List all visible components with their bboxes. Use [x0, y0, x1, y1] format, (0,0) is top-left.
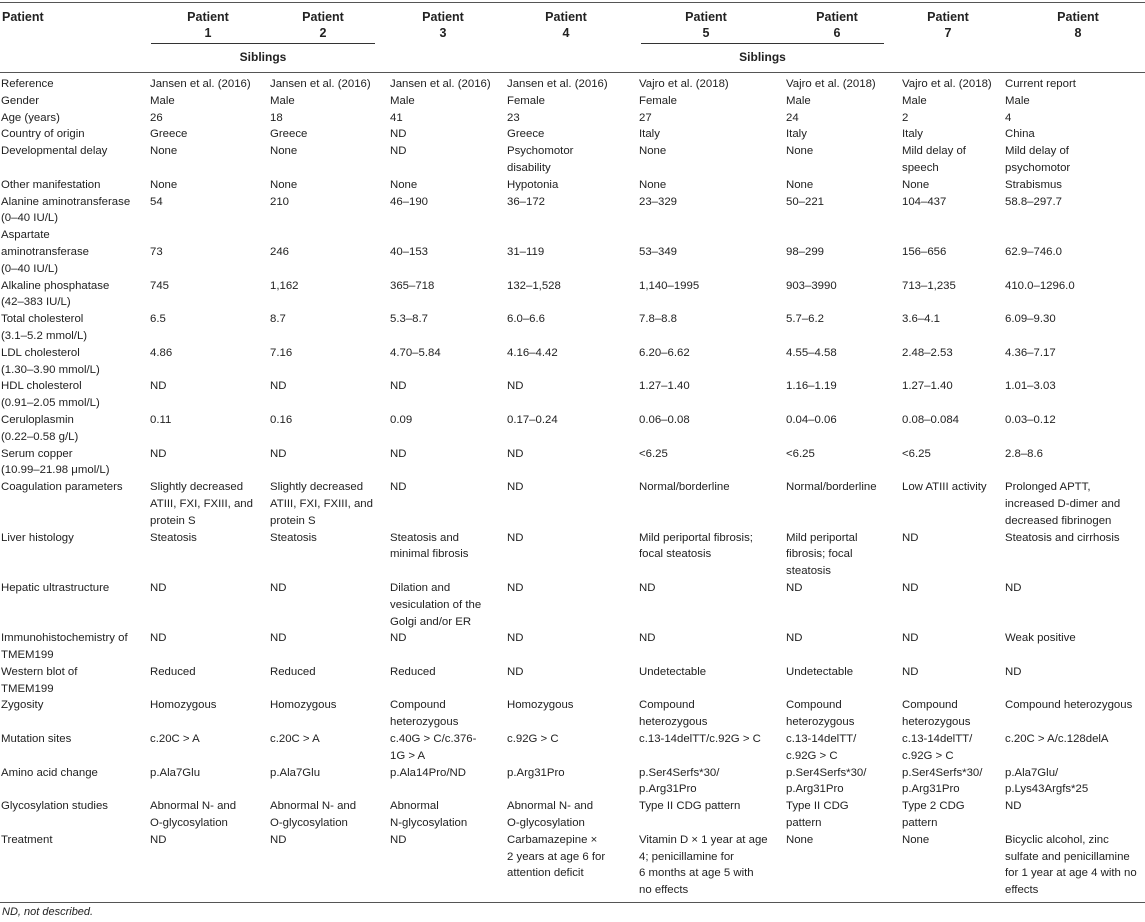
- table-cell: 5.3–8.7: [390, 313, 429, 326]
- table-cell: 246: [270, 245, 290, 258]
- table-cell: 0.09: [390, 413, 413, 426]
- table-cell: Male: [902, 94, 927, 107]
- table-cell: 2.48–2.53: [902, 346, 953, 359]
- table-cell: 6.09–9.30: [1005, 313, 1056, 326]
- row-label: Coagulation parameters: [1, 481, 123, 494]
- table-cell: Low ATIII activity: [902, 481, 987, 494]
- table-cell: Vitamin D × 1 year at age 4; penicillamine for 6 months at age 5 with no effects: [639, 833, 768, 897]
- table-cell: 745: [150, 279, 170, 292]
- table-cell: ND: [390, 833, 407, 846]
- row-label: Western blot of TMEM199: [1, 665, 78, 695]
- table-cell: Female: [639, 94, 677, 107]
- table-cell: 50–221: [786, 195, 825, 208]
- table-cell: Abnormal N-glycosylation: [390, 800, 468, 830]
- table-cell: ND: [507, 481, 524, 494]
- table-cell: Undetectable: [639, 665, 707, 678]
- table-cell: Steatosis: [150, 531, 197, 544]
- table-cell: 6.5: [150, 313, 166, 326]
- table-cell: 0.16: [270, 413, 293, 426]
- table-cell: 62.9–746.0: [1005, 245, 1063, 258]
- header-patient: Patient: [2, 10, 44, 24]
- row-label: Liver histology: [1, 531, 74, 544]
- table-cell: 5.7–6.2: [786, 313, 825, 326]
- row-label: Alkaline phosphatase (42–383 IU/L): [1, 279, 110, 309]
- table-cell: ND: [507, 665, 524, 678]
- header-patient-1: Patient 1: [187, 10, 229, 40]
- table-cell: 41: [390, 111, 403, 124]
- table-cell: Abnormal N- and O-glycosylation: [270, 800, 357, 830]
- row-label: Serum copper (10.99–21.98 μmol/L): [1, 447, 110, 477]
- table-cell: None: [270, 145, 298, 158]
- table-cell: 73: [150, 245, 163, 258]
- table-cell: Italy: [902, 128, 923, 141]
- table-cell: 4.36–7.17: [1005, 346, 1056, 359]
- table-row: [0, 446, 1145, 480]
- table-cell: Compound heterozygous: [639, 699, 708, 729]
- table-cell: 1.16–1.19: [786, 380, 837, 393]
- table-cell: ND: [507, 380, 524, 393]
- row-label: Amino acid change: [1, 766, 98, 779]
- table-cell: Normal/borderline: [786, 481, 877, 494]
- table-cell: 7.16: [270, 346, 293, 359]
- table-cell: p.Ala7Glu: [270, 766, 321, 779]
- header-patient-8: Patient 8: [1057, 10, 1099, 40]
- row-label: Ceruloplasmin (0.22–0.58 g/L): [1, 413, 79, 443]
- table-cell: 4: [1005, 111, 1012, 124]
- row-label: HDL cholesterol (0.91–2.05 mmol/L): [1, 380, 100, 410]
- table-cell: Undetectable: [786, 665, 854, 678]
- patient-table: [0, 76, 1145, 899]
- table-cell: Italy: [786, 128, 807, 141]
- table-cell: Weak positive: [1005, 632, 1076, 645]
- table-cell: c.92G > C: [507, 733, 559, 746]
- table-row: [0, 345, 1145, 379]
- table-cell: Homozygous: [507, 699, 574, 712]
- table-cell: Vajro et al. (2018): [639, 78, 729, 90]
- table-cell: 132–1,528: [507, 279, 561, 292]
- table-row: [0, 110, 1145, 127]
- table-cell: None: [150, 145, 178, 158]
- table-cell: Female: [507, 94, 545, 107]
- siblings-group-2-label: Siblings: [739, 50, 786, 64]
- table-cell: 53–349: [639, 245, 678, 258]
- table-cell: Mild periportal fibrosis; focal steatosis: [786, 531, 858, 578]
- table-cell: ND: [390, 632, 407, 645]
- table-cell: <6.25: [786, 447, 815, 460]
- table-cell: ND: [390, 128, 407, 141]
- table-cell: c.40G > C/c.376- 1G > A: [390, 733, 477, 762]
- table-cell: 365–718: [390, 279, 435, 292]
- table-row: [0, 798, 1145, 832]
- table-cell: Prolonged APTT, increased D-dimer and decreased fibrinogen: [1005, 481, 1121, 527]
- table-cell: c.20C > A: [270, 733, 320, 746]
- table-cell: 713–1,235: [902, 279, 956, 292]
- table-cell: Slightly decreased ATIII, FXI, FXIII, and protein S: [270, 481, 373, 527]
- table-row: [0, 412, 1145, 446]
- table-cell: c.13-14delTT/c.92G > C: [639, 733, 761, 746]
- table-cell: p.Ala14Pro/ND: [390, 766, 466, 779]
- table-cell: Abnormal N- and O-glycosylation: [507, 800, 594, 830]
- table-cell: None: [639, 178, 667, 191]
- table-cell: Reduced: [150, 665, 196, 678]
- table-cell: <6.25: [902, 447, 931, 460]
- table-cell: Greece: [507, 128, 545, 141]
- table-cell: ND: [902, 665, 919, 678]
- table-cell: 1,140–1995: [639, 279, 700, 292]
- table-cell: 4.70–5.84: [390, 346, 441, 359]
- table-cell: Male: [270, 94, 295, 107]
- table-cell: 210: [270, 195, 290, 208]
- table-cell: Compound heterozygous: [390, 699, 459, 729]
- row-label: Developmental delay: [1, 145, 108, 158]
- header-patient-3: Patient 3: [422, 10, 464, 40]
- table-cell: Greece: [270, 128, 308, 141]
- table-cell: ND: [390, 447, 407, 460]
- table-cell: 6.0–6.6: [507, 313, 546, 326]
- table-cell: ND: [390, 481, 407, 494]
- row-label: Country of origin: [1, 128, 85, 141]
- table-cell: Compound heterozygous: [1005, 699, 1133, 712]
- table-cell: 46–190: [390, 195, 429, 208]
- table-cell: Slightly decreased ATIII, FXI, FXIII, and protein S: [150, 481, 253, 527]
- table-cell: 0.11: [150, 413, 172, 426]
- table-cell: 1.01–3.03: [1005, 380, 1056, 393]
- table-cell: c.13-14delTT/ c.92G > C: [786, 733, 857, 762]
- table-cell: 27: [639, 111, 652, 124]
- header-rule: [0, 72, 1145, 73]
- row-label: Aspartate aminotransferase (0–40 IU/L): [1, 229, 90, 275]
- table-cell: Jansen et al. (2016): [150, 78, 251, 90]
- table-cell: Male: [150, 94, 175, 107]
- table-cell: 1.27–1.40: [639, 380, 690, 393]
- table-cell: 156–656: [902, 245, 947, 258]
- table-cell: Strabismus: [1005, 178, 1062, 191]
- table-row: [0, 378, 1145, 412]
- table-cell: ND: [150, 581, 167, 594]
- table-row: [0, 630, 1145, 664]
- table-cell: ND: [270, 833, 287, 846]
- table-cell: Psychomotor disability: [507, 145, 574, 174]
- table-cell: 36–172: [507, 195, 546, 208]
- table-cell: ND: [507, 531, 524, 544]
- table-cell: Dilation and vesiculation of the Golgi and/or ER: [390, 581, 482, 628]
- table-row: [0, 143, 1145, 177]
- table-cell: 104–437: [902, 195, 947, 208]
- table-cell: 1,162: [270, 279, 299, 292]
- table-cell: China: [1005, 128, 1035, 141]
- table-cell: ND: [150, 632, 167, 645]
- row-label: Zygosity: [1, 699, 44, 712]
- table-row: [0, 664, 1145, 698]
- row-label: Mutation sites: [1, 733, 72, 746]
- table-cell: None: [390, 178, 418, 191]
- table-cell: 0.03–0.12: [1005, 413, 1056, 426]
- table-cell: None: [902, 833, 930, 846]
- table-cell: 23: [507, 111, 520, 124]
- table-cell: Current report: [1005, 78, 1076, 90]
- table-cell: Compound heterozygous: [786, 699, 855, 729]
- row-label: Treatment: [1, 833, 53, 846]
- footnote: ND, not described.: [2, 906, 94, 918]
- table-cell: Homozygous: [270, 699, 337, 712]
- table-cell: None: [150, 178, 178, 191]
- table-cell: Male: [786, 94, 811, 107]
- table-cell: Type II CDG pattern: [786, 800, 849, 830]
- table-cell: ND: [1005, 665, 1022, 678]
- table-row: [0, 311, 1145, 345]
- table-cell: None: [786, 178, 814, 191]
- table-cell: ND: [902, 531, 919, 544]
- table-cell: 1.27–1.40: [902, 380, 953, 393]
- table-cell: 410.0–1296.0: [1005, 279, 1075, 292]
- table-cell: None: [902, 178, 930, 191]
- table-cell: ND: [507, 632, 524, 645]
- table-cell: Compound heterozygous: [902, 699, 971, 729]
- table-cell: 24: [786, 111, 799, 124]
- row-label: Other manifestation: [1, 178, 101, 191]
- table-cell: Type II CDG pattern: [639, 800, 741, 813]
- table-cell: ND: [507, 447, 524, 460]
- table-cell: ND: [902, 632, 919, 645]
- table-cell: 4.16–4.42: [507, 346, 558, 359]
- table-cell: Bicyclic alcohol, zinc sulfate and penicillamine for 1 year at age 4 with no effects: [1005, 833, 1137, 897]
- table-cell: 4.55–4.58: [786, 346, 837, 359]
- table-cell: p.Ser4Serfs*30/ p.Arg31Pro: [639, 766, 720, 796]
- row-label: Total cholesterol (3.1–5.2 mmol/L): [1, 313, 88, 342]
- table-cell: None: [270, 178, 298, 191]
- header-patient-4: Patient 4: [545, 10, 587, 40]
- table-row: [0, 580, 1145, 630]
- table-cell: c.13-14delTT/ c.92G > C: [902, 733, 973, 762]
- table-cell: Steatosis: [270, 531, 317, 544]
- table-cell: Greece: [150, 128, 188, 141]
- table-cell: 903–3990: [786, 279, 837, 292]
- siblings-group-2-line: [641, 43, 884, 44]
- table-row: [0, 479, 1145, 529]
- table-row: [0, 765, 1145, 799]
- table-cell: Jansen et al. (2016): [390, 78, 491, 90]
- table-cell: ND: [390, 145, 407, 158]
- row-label: Age (years): [1, 111, 60, 124]
- table-cell: 98–299: [786, 245, 825, 258]
- table-cell: 2.8–8.6: [1005, 447, 1044, 460]
- table-cell: c.20C > A/c.128delA: [1005, 733, 1109, 746]
- table-cell: 6.20–6.62: [639, 346, 690, 359]
- table-cell: ND: [270, 380, 287, 393]
- table-cell: ND: [1005, 800, 1022, 813]
- table-cell: 18: [270, 111, 283, 124]
- table-cell: p.Ser4Serfs*30/ p.Arg31Pro: [786, 766, 867, 796]
- table-cell: Vajro et al. (2018): [902, 78, 992, 90]
- table-cell: Carbamazepine × 2 years at age 6 for attention deficit: [507, 833, 606, 880]
- row-label: Glycosylation studies: [1, 800, 108, 813]
- table-row: [0, 278, 1145, 312]
- table-cell: ND: [270, 447, 287, 460]
- table-row: [0, 697, 1145, 731]
- table-cell: 40–153: [390, 245, 429, 258]
- table-cell: Male: [390, 94, 415, 107]
- table-cell: ND: [150, 447, 167, 460]
- header-patient-7: Patient 7: [927, 10, 969, 40]
- table-row: [0, 194, 1145, 228]
- table-cell: p.Arg31Pro: [507, 766, 565, 779]
- table-cell: 7.8–8.8: [639, 313, 678, 326]
- table-cell: Mild periportal fibrosis; focal steatosis: [639, 531, 753, 561]
- table-cell: 0.17–0.24: [507, 413, 558, 426]
- top-rule: [0, 2, 1145, 3]
- table-cell: Steatosis and cirrhosis: [1005, 531, 1120, 544]
- table-cell: ND: [639, 581, 656, 594]
- table-cell: 23–329: [639, 195, 678, 208]
- table-row: [0, 832, 1145, 899]
- table-cell: ND: [639, 632, 656, 645]
- table-row: [0, 76, 1145, 93]
- table-cell: 0.04–0.06: [786, 413, 837, 426]
- row-label: Immunohistochemistry of TMEM199: [1, 632, 128, 662]
- table-row: [0, 227, 1145, 277]
- table-cell: 2: [902, 111, 909, 124]
- table-row: [0, 126, 1145, 143]
- row-label: Gender: [1, 94, 39, 107]
- table-row: [0, 731, 1145, 765]
- table-cell: 4.86: [150, 346, 173, 359]
- table-cell: Italy: [639, 128, 660, 141]
- table-cell: Vajro et al. (2018): [786, 78, 876, 90]
- header-patient-6: Patient 6: [816, 10, 858, 40]
- table-cell: ND: [150, 833, 167, 846]
- table-cell: 31–119: [507, 245, 545, 258]
- table-cell: Steatosis and minimal fibrosis: [390, 531, 469, 561]
- table-cell: 8.7: [270, 313, 286, 326]
- table-cell: p.Ala7Glu/ p.Lys43Argfs*25: [1005, 766, 1089, 796]
- table-cell: Jansen et al. (2016): [507, 78, 608, 90]
- table-cell: Male: [1005, 94, 1030, 107]
- table-cell: 3.6–4.1: [902, 313, 941, 326]
- table-cell: p.Ala7Glu: [150, 766, 201, 779]
- table-cell: ND: [390, 380, 407, 393]
- table-cell: Jansen et al. (2016): [270, 78, 371, 90]
- table-cell: ND: [507, 581, 524, 594]
- header-patient-5: Patient 5: [685, 10, 727, 40]
- row-label: Reference: [1, 78, 54, 90]
- table-cell: ND: [270, 632, 287, 645]
- table-cell: ND: [270, 581, 287, 594]
- table-cell: ND: [786, 581, 803, 594]
- table-cell: 54: [150, 195, 163, 208]
- bottom-rule: [0, 902, 1145, 903]
- table-cell: c.20C > A: [150, 733, 200, 746]
- table-cell: ND: [902, 581, 919, 594]
- table-cell: 26: [150, 111, 163, 124]
- table-cell: ND: [786, 632, 803, 645]
- table-cell: Abnormal N- and O-glycosylation: [150, 800, 237, 830]
- table-cell: None: [786, 833, 814, 846]
- table-cell: ND: [1005, 581, 1022, 594]
- table-cell: p.Ser4Serfs*30/ p.Arg31Pro: [902, 766, 983, 796]
- table-cell: Homozygous: [150, 699, 217, 712]
- siblings-group-1-label: Siblings: [239, 50, 287, 64]
- table-row: [0, 530, 1145, 580]
- table-cell: None: [786, 145, 814, 158]
- row-label: Alanine aminotransferase (0–40 IU/L): [1, 195, 131, 225]
- table-cell: <6.25: [639, 447, 668, 460]
- table-cell: 58.8–297.7: [1005, 195, 1063, 208]
- table-cell: ND: [150, 380, 167, 393]
- table-cell: Reduced: [390, 665, 436, 678]
- table-row: [0, 93, 1145, 110]
- table-cell: 0.06–0.08: [639, 413, 690, 426]
- siblings-group-1-line: [151, 43, 375, 44]
- row-label: LDL cholesterol (1.30–3.90 mmol/L): [1, 346, 100, 376]
- table-cell: None: [639, 145, 667, 158]
- table-cell: Mild delay of psychomotor: [1005, 145, 1071, 174]
- table-cell: 0.08–0.084: [902, 413, 960, 426]
- table-cell: Normal/borderline: [639, 481, 730, 494]
- table-cell: Hypotonia: [507, 178, 559, 191]
- table-cell: Reduced: [270, 665, 316, 678]
- row-label: Hepatic ultrastructure: [1, 581, 110, 594]
- header-patient-2: Patient 2: [302, 10, 344, 40]
- table-cell: Type 2 CDG pattern: [902, 800, 965, 830]
- table-row: [0, 177, 1145, 194]
- table-cell: Mild delay of speech: [902, 145, 966, 174]
